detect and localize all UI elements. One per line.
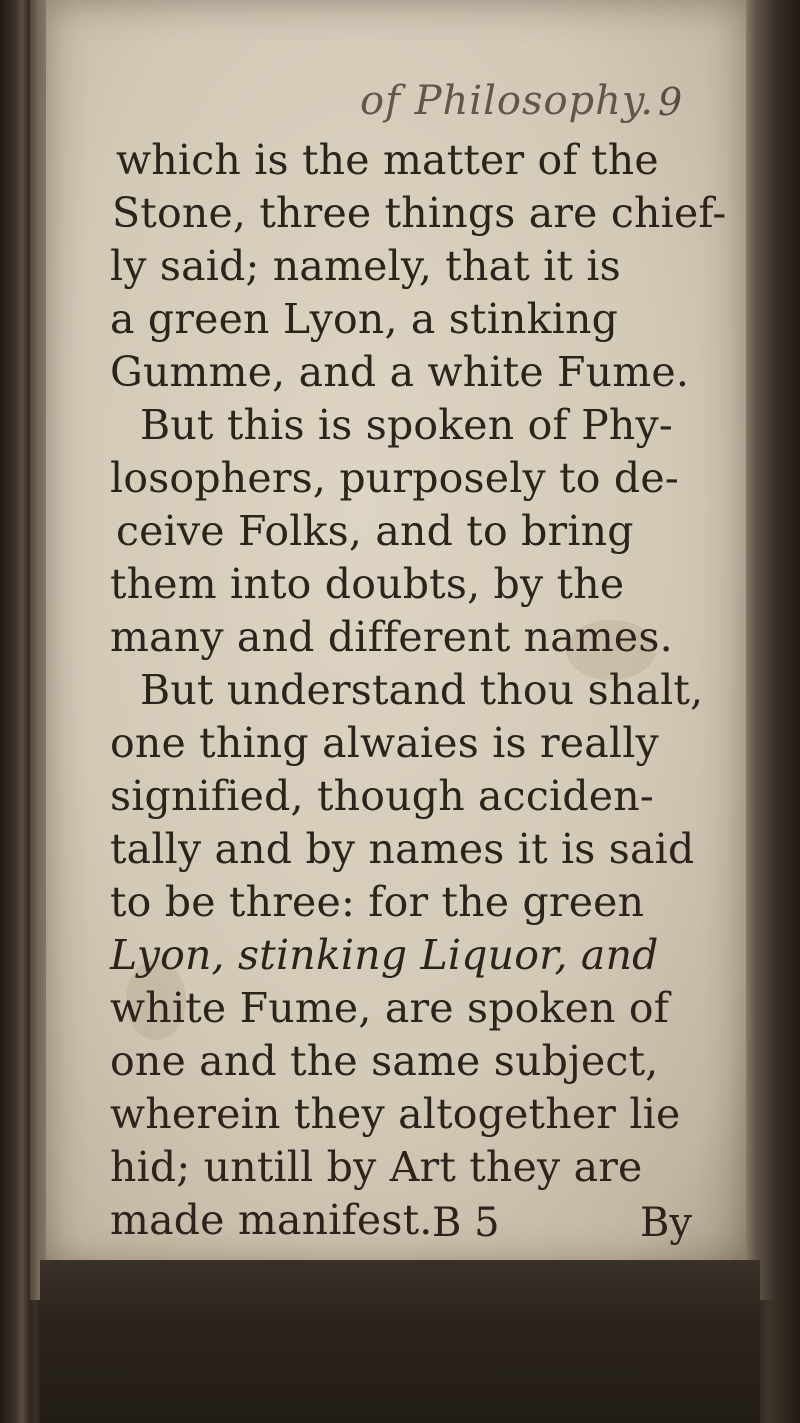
text-line: But understand thou shalt, [140,666,704,714]
text-line: to be three: for the green [110,878,645,926]
text-line: made manifest. [110,1196,433,1244]
text-line: Lyon, stinking Liquor, and [110,931,659,979]
text-line: signified, though acciden- [110,772,654,820]
text-line: many and different names. [110,613,673,661]
text-line: white Fume, are spoken of [110,984,670,1032]
running-head: of Philosophy. [360,78,654,124]
text-line: But this is spoken of Phy- [140,401,673,449]
text-line: hid; untill by Art they are [110,1143,643,1191]
text-line: ceive Folks, and to bring [116,507,634,555]
text-line: losophers, purposely to de- [110,454,679,502]
page-number: 9 [658,80,683,124]
text-line: a green Lyon, a stinking [110,295,619,343]
text-line: Gumme, and a white Fume. [110,348,690,396]
text-line: ly said; namely, that it is [110,242,621,290]
text-line: them into doubts, by the [110,560,625,608]
body-text [110,134,730,1247]
text-line: tally and by names it is said [110,825,695,873]
text-line: which is the matter of the [116,136,659,184]
text-line: wherein they altogether lie [110,1090,681,1138]
text-line: one thing alwaies is really [110,719,659,767]
text-line: Stone, three things are chief- [112,189,727,237]
page-shadow-bottom [40,1260,760,1423]
signature-mark: B 5 [432,1200,500,1246]
catchword: By [640,1200,692,1246]
text-line: one and the same subject, [110,1037,659,1085]
